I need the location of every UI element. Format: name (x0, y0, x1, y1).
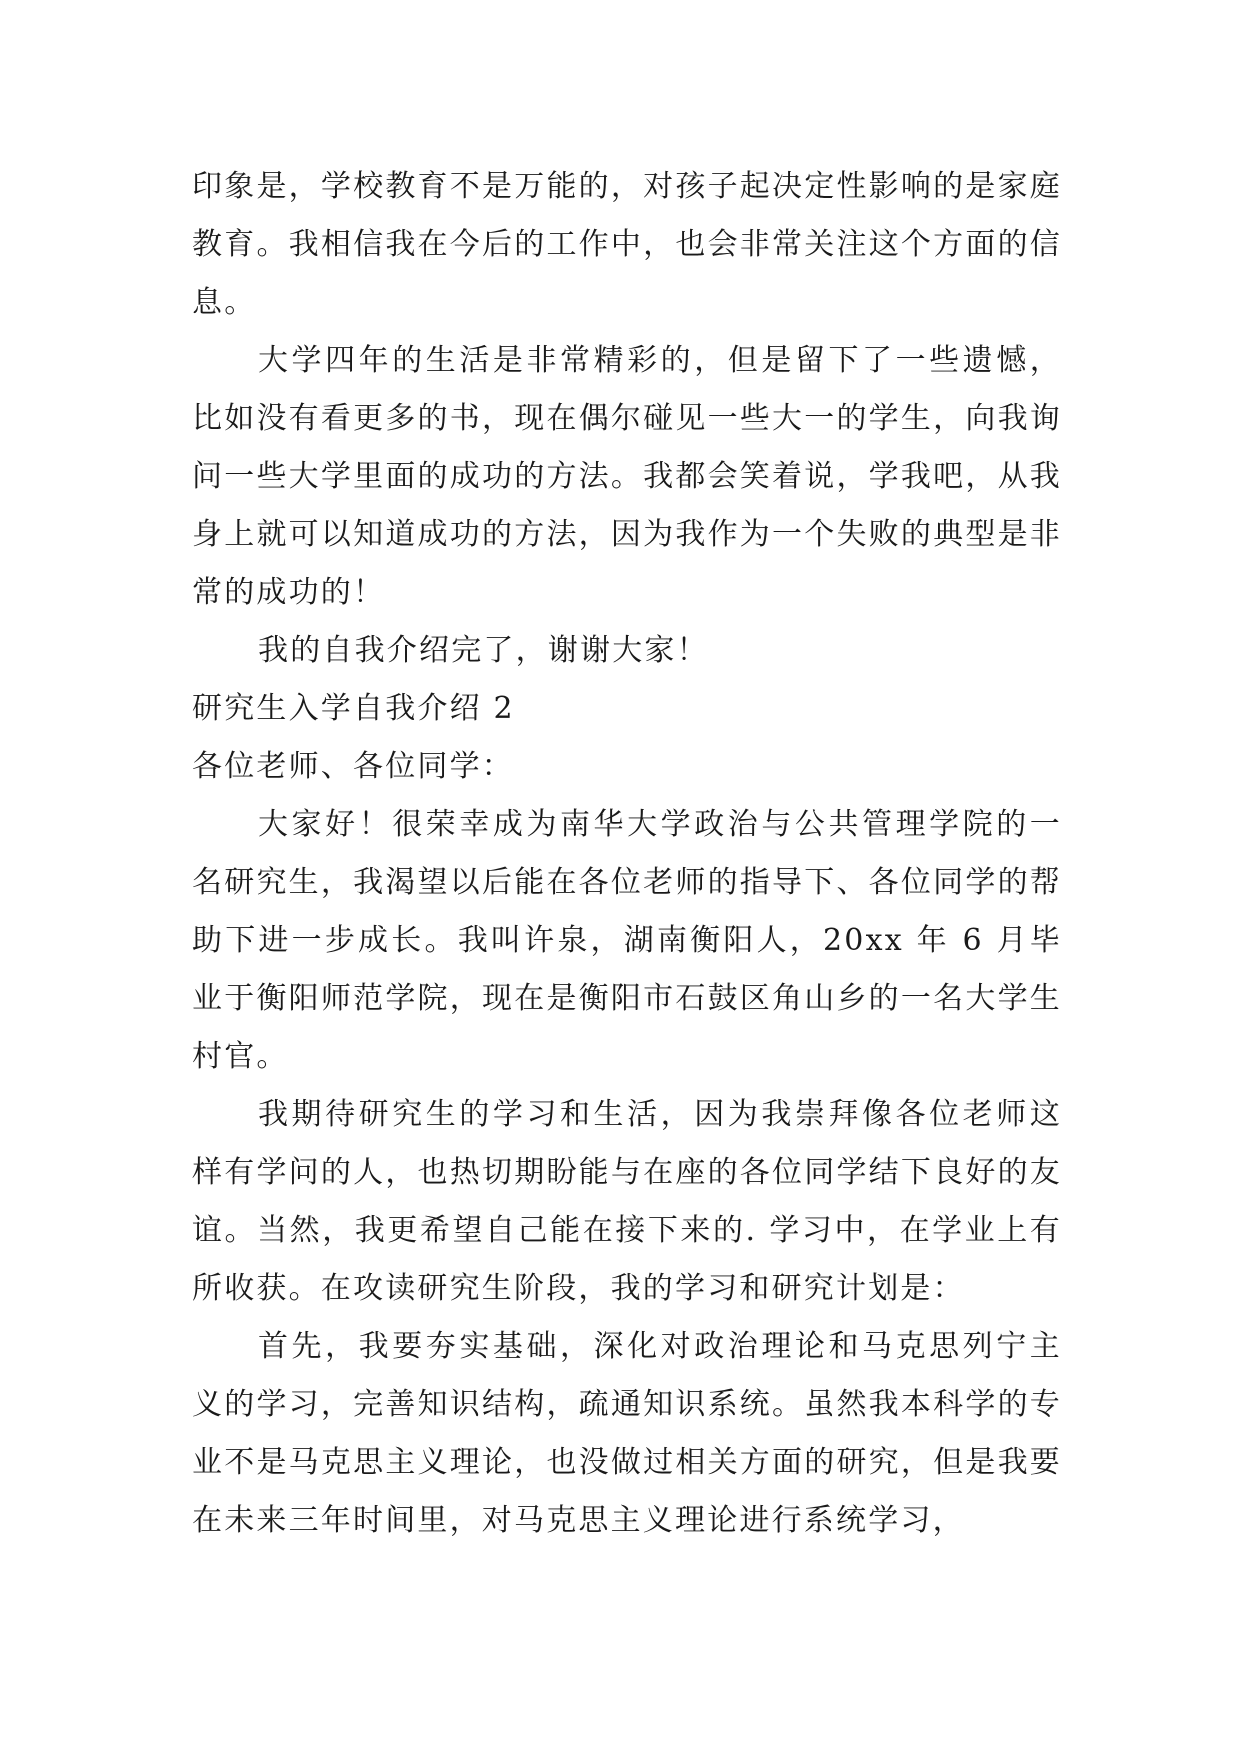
salutation: 各位老师、各位同学： (192, 749, 514, 784)
paragraph-university-life: 大学四年的生活是非常精彩的，但是留下了一些遗憾，比如没有看更多的书，现在偶尔碰见一些大一的学生，向我询问一些大学里面的成功的方法。我都会笑着说，学我吧，从我身上就可以知道成功的方法，因为我作为一个失败的典型是非常的成功的！ (192, 343, 1062, 610)
paragraph-study-plan: 首先，我要夯实基础，深化对政治理论和马克思列宁主义的学习，完善知识结构，疏通知识系统。虽然我本科学的专业不是马克思主义理论，也没做过相关方面的研究，但是我要在未来三年时间里，对马克思主义理论进行系统学习， (192, 1329, 1062, 1538)
section-title: 研究生入学自我介绍 2 (192, 691, 515, 726)
document-body (192, 158, 1062, 1550)
paragraph-impression: 印象是，学校教育不是万能的，对孩子起决定性影响的是家庭教育。我相信我在今后的工作中，也会非常关注这个方面的信息。 (192, 169, 1062, 320)
paragraph-expectations: 我期待研究生的学习和生活，因为我崇拜像各位老师这样有学问的人，也热切期盼能与在座的各位同学结下良好的友谊。当然，我更希望自己能在接下来的. 学习中，在学业上有所收获。在攻读研究生阶段，我的学习和研究计划是： (192, 1097, 1062, 1306)
paragraph-closing: 我的自我介绍完了，谢谢大家！ (258, 633, 709, 668)
paragraph-greeting: 大家好！很荣幸成为南华大学政治与公共管理学院的一名研究生，我渴望以后能在各位老师的指导下、各位同学的帮助下进一步成长。我叫许泉，湖南衡阳人，20xx 年 6 月毕业于衡阳师范学院，现在是衡阳市石鼓区角山乡的一名大学生村官。 (192, 807, 1062, 1074)
